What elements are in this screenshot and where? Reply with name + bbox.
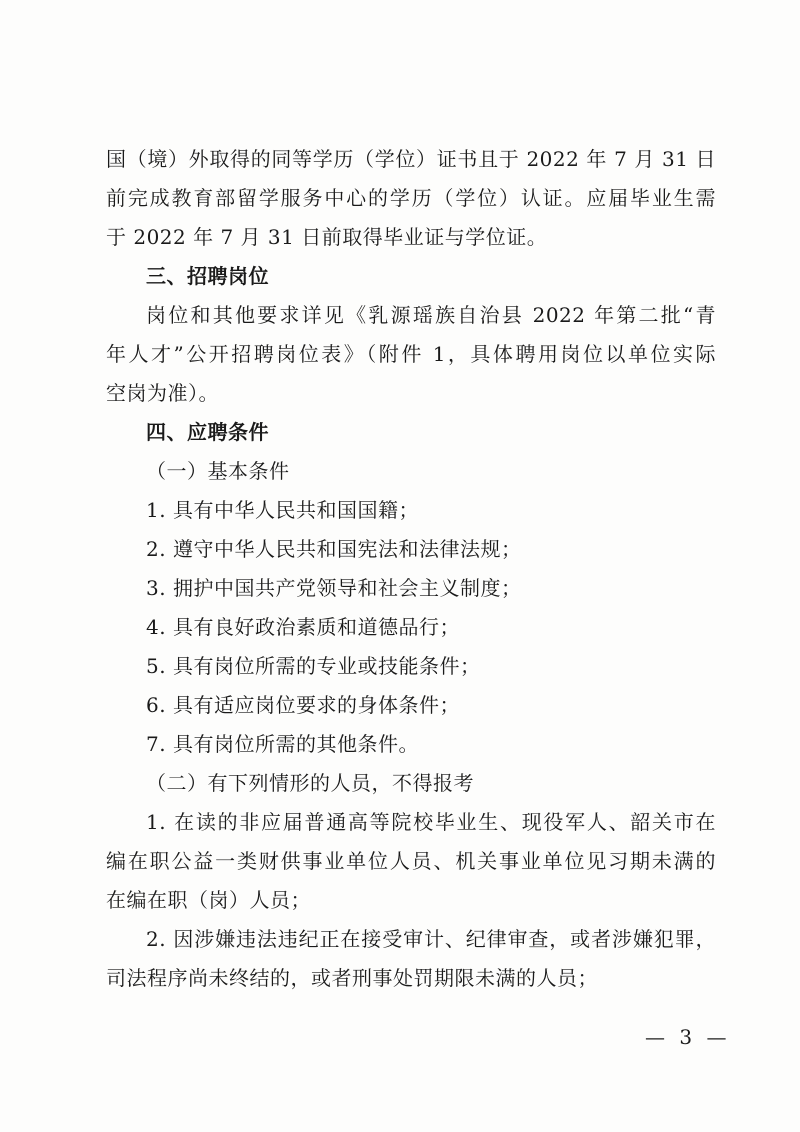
list-item: 1. 具有中华人民共和国国籍； bbox=[146, 498, 419, 522]
paragraph-line: 于 2022 年 7 月 31 日前取得毕业证与学位证。 bbox=[106, 225, 548, 249]
paragraph-line: 空岗为准）。 bbox=[106, 381, 219, 405]
page-number: — 3 — bbox=[645, 1025, 731, 1049]
paragraph-line: 岗位和其他要求详见《乳源瑶族自治县 2022 年第二批“青 bbox=[146, 303, 716, 327]
paragraph-line: 国（境）外取得的同等学历（学位）证书且于 2022 年 7 月 31 日 bbox=[106, 147, 716, 171]
list-item: 2. 遵守中华人民共和国宪法和法律法规； bbox=[146, 537, 522, 561]
paragraph-line: 编在职公益一类财供事业单位人员、机关事业单位见习期未满的 bbox=[106, 849, 716, 873]
paragraph-line: 1. 在读的非应届普通高等院校毕业生、现役军人、韶关市在 bbox=[146, 810, 716, 834]
paragraph-line: 在编在职（岗）人员； bbox=[106, 888, 311, 912]
list-item: 3. 拥护中国共产党领导和社会主义制度； bbox=[146, 576, 522, 600]
section-heading-application-conditions: 四、应聘条件 bbox=[146, 420, 269, 444]
document-body bbox=[106, 140, 726, 998]
list-item: 7. 具有岗位所需的其他条件。 bbox=[146, 732, 419, 756]
list-item: 5. 具有岗位所需的专业或技能条件； bbox=[146, 654, 481, 678]
subsection-heading-basic-conditions: （一）基本条件 bbox=[146, 459, 290, 483]
paragraph-line: 司法程序尚未终结的，或者刑事处罚期限未满的人员； bbox=[106, 966, 598, 990]
list-item: 4. 具有良好政治素质和道德品行； bbox=[146, 615, 460, 639]
paragraph-line: 2. 因涉嫌违法违纪正在接受审计、纪律审查，或者涉嫌犯罪， bbox=[146, 927, 716, 951]
subsection-heading-exclusions: （二）有下列情形的人员，不得报考 bbox=[146, 771, 474, 795]
paragraph-line: 年人才”公开招聘岗位表》（附件 1，具体聘用岗位以单位实际 bbox=[106, 342, 716, 366]
list-item: 6. 具有适应岗位要求的身体条件； bbox=[146, 693, 460, 717]
paragraph-line: 前完成教育部留学服务中心的学历（学位）认证。应届毕业生需 bbox=[106, 186, 716, 210]
section-heading-recruitment-positions: 三、招聘岗位 bbox=[146, 264, 269, 288]
